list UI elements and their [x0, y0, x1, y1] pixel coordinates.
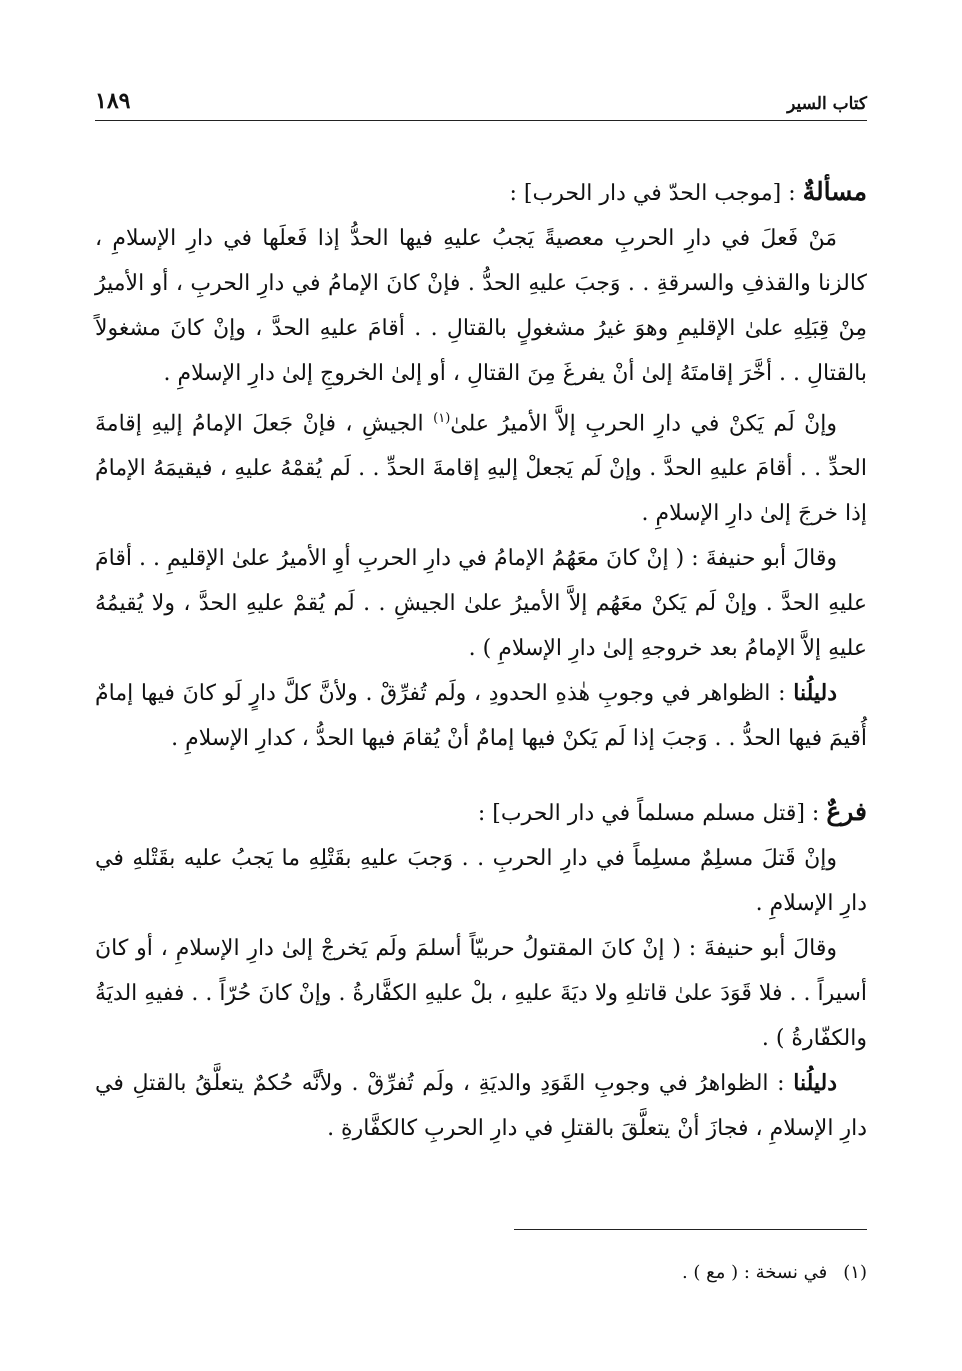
section-heading-masala: [95, 169, 867, 216]
paragraph: وقالَ أبو حنيفةَ : ( إنْ كانَ المقتولُ حربيّاً أسلمَ ولَم يَخرجْ إلىٰ دارِ الإسلامِ ، أو كانَ أسيراً . . فلا قَوَدَ علىٰ قاتلهِ ولا ديَةَ عليهِ ، بلْ عليهِ الكفَّارةُ . وإنْ كانَ حُرّاً . . ففيهِ الديَةُ والكفّارةُ ) .: [95, 936, 867, 1052]
section-label: مسألةٌ: [802, 177, 867, 206]
paragraph: مَنْ فَعلَ في دارِ الحربِ معصيةً يَجبُ عليهِ فيها الحدُّ إذا فَعلَها في دارِ الإسلامِ ، كالزنا والقذفِ والسرقةِ . . وَجبَ عليهِ الحدُّ . فإنْ كانَ الإمامُ في دارِ الحربِ ، أو الأميرُ مِنْ قِبَلِهِ علىٰ الإقليمِ وهوَ غيرُ مشغولٍ بالقتالِ . . أقامَ عليهِ الحدَّ ، وإنْ كانَ مشغولاً بالقتالِ . . أخَّرَ إقامتَهُ إلىٰ أنْ يفرغَ مِنَ القتالِ ، أو إلىٰ الخروجِ إلىٰ دارِ الإسلامِ .: [95, 226, 867, 386]
footnote-text: في نسخة : ( مع ) .: [681, 1262, 828, 1283]
section-heading-far: [95, 789, 867, 836]
section-title: : [قتل مسلم مسلماً في دار الحرب] :: [477, 801, 827, 827]
section-label: فرعٌ: [826, 797, 867, 827]
footnote: [682, 1262, 867, 1283]
running-header: [95, 80, 867, 121]
footnote-divider: [514, 1229, 867, 1230]
paragraph: وإنْ لَم يَكنْ في دارِ الحربِ إلاَّ الأميرُ علىٰ$^{(١)}$ الجيشِ ، فإنْ جَعلَ الإمامُ إليهِ إقامةَ الحدِّ . . أقامَ عليهِ الحدَّ . وإنْ لَم يَجعلْ إليهِ إقامةَ الحدِّ . . لَم يُقمْهُ عليهِ ، فيقيمَهُ الإمامُ إذا خرجَ إلىٰ دارِ الإسلامِ .: [95, 411, 867, 527]
paragraph: وقالَ أبو حنيفةَ : ( إنْ كانَ معَهُمُ الإمامُ في دارِ الحربِ أوِ الأميرُ علىٰ الإقليمِ . . أقامَ عليهِ الحدَّ . وإنْ لَم يَكنْ معَهُم إلاَّ الأميرُ علىٰ الجيشِ . . لَم يُقمْ عليهِ الحدَّ ، ولا يُقيمُهُ عليهِ إلاَّ الإمامُ بعد خروجهِ إلىٰ دارِ الإسلامِ ) .: [95, 546, 867, 662]
page-number: ١٨٩: [95, 88, 131, 114]
paragraph: وإنْ قَتلَ مسلِمٌ مسلِماً في دارِ الحربِ . . وَجبَ عليهِ بقَتْلِهِ ما يَجبُ عليه بقَتْلهِ في دارِ الإسلامِ .: [95, 846, 867, 917]
paragraph: دليلُنا : الظواهر في وجوبِ هٰذهِ الحدودِ ، ولَم تُفرِّقْ . ولأنَّ كلَّ دارٍ لَو كانَ فيها إمامٌ أُقيمَ فيها الحدُّ . . وَجبَ إذا لَم يَكنْ فيها إمامٌ أنْ يُقامَ فيها الحدُّ ، كدارِ الإسلامِ .: [95, 680, 867, 752]
book-page: [95, 80, 867, 1151]
section-title: : [موجب الحدّ في دار الحرب] :: [509, 181, 803, 206]
footnote-marker: (١): [433, 411, 451, 426]
footnote-number: (١): [843, 1262, 867, 1283]
paragraph: دليلُنا : الظواهرُ في وجوبِ القَوَدِ والديَةِ ، ولَم تُفرِّقْ . ولأنَّه حُكمٌ يتعلَّقُ بالقتلِ في دارِ الإسلامِ ، فجازَ أنْ يتعلَّقَ بالقتلِ في دارِ الحربِ كالكفَّارةِ .: [95, 1070, 867, 1142]
running-title: كتاب السير: [787, 94, 867, 114]
evidence-label: دليلُنا: [793, 1070, 837, 1097]
evidence-label: دليلُنا: [793, 680, 837, 707]
